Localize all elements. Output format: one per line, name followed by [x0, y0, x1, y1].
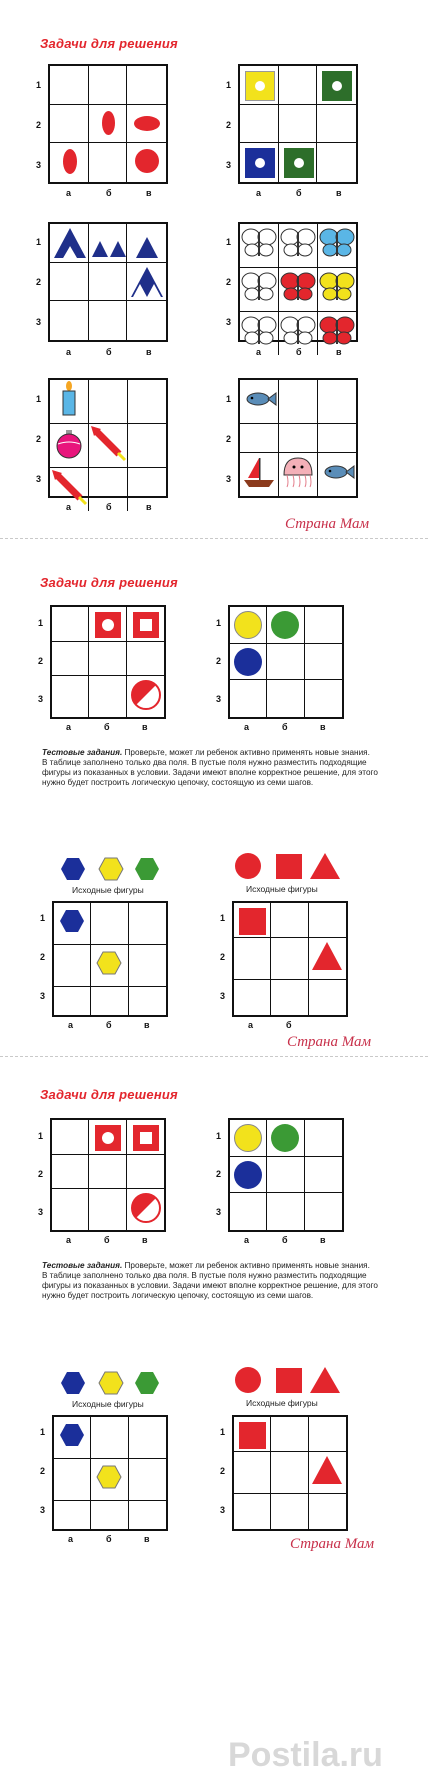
red-triangle	[309, 938, 345, 974]
grid-cell[interactable]	[50, 301, 89, 340]
grid-cell[interactable]	[279, 268, 318, 312]
row-label: 2	[226, 434, 232, 444]
row-label: 3	[40, 991, 46, 1001]
row-label: 1	[36, 80, 42, 90]
row-label: 1	[220, 913, 226, 923]
grid-cell[interactable]	[230, 1193, 267, 1230]
watermark: Страна Мам	[287, 1034, 372, 1050]
divider	[0, 538, 428, 539]
butterfly-icon	[318, 312, 356, 350]
grid-cell[interactable]	[52, 676, 89, 717]
source-figures-caption: Исходные фигуры	[72, 1399, 144, 1409]
row-label: 3	[216, 1207, 222, 1217]
col-label: а	[244, 1235, 250, 1245]
grid-cell[interactable]	[267, 607, 304, 644]
grid-cell[interactable]	[91, 1459, 128, 1501]
test-lead: Тестовые задания.	[42, 748, 123, 757]
col-label: а	[68, 1534, 74, 1544]
grid-cell[interactable]	[309, 1417, 346, 1452]
grid-cell[interactable]	[89, 143, 128, 182]
row-label: 1	[226, 237, 232, 247]
col-label: а	[66, 188, 72, 198]
grid-cell[interactable]	[89, 105, 128, 144]
row-label: 1	[38, 618, 44, 628]
fish-icon	[240, 380, 278, 418]
row-label: 3	[38, 694, 44, 704]
col-label: в	[144, 1534, 150, 1544]
col-label: в	[320, 722, 326, 732]
col-label: а	[68, 1020, 74, 1030]
grid-cell[interactable]	[54, 1459, 91, 1501]
col-label: б	[296, 188, 302, 198]
col-label: б	[104, 722, 110, 732]
grid-cell[interactable]	[127, 224, 166, 263]
grid-cell[interactable]	[318, 268, 356, 312]
grid-cell[interactable]	[267, 1193, 304, 1230]
red-oval-vertical	[63, 149, 77, 174]
grid-cell[interactable]	[89, 676, 126, 717]
divider	[0, 1056, 428, 1057]
grid-cell[interactable]	[127, 1120, 164, 1155]
row-label: 2	[36, 277, 42, 287]
grid-cell[interactable]	[50, 143, 89, 182]
grid-cell[interactable]	[50, 105, 89, 144]
row-label: 1	[216, 1131, 222, 1141]
rocket-icon	[89, 424, 127, 462]
butterfly-icon	[279, 224, 317, 262]
red-oval-horizontal	[134, 116, 160, 131]
grid-cell[interactable]	[230, 680, 267, 717]
grid-cell[interactable]	[305, 1157, 342, 1194]
page-title: Задачи для решения	[40, 36, 178, 51]
grid-cell[interactable]	[267, 680, 304, 717]
col-label: б	[296, 347, 302, 357]
grid-cell[interactable]	[317, 105, 356, 144]
col-label: б	[106, 1534, 112, 1544]
grid-cell[interactable]	[128, 424, 166, 468]
row-label: 1	[36, 237, 42, 247]
grid-cell[interactable]	[54, 945, 91, 987]
grid-cell[interactable]	[234, 1494, 271, 1529]
red-square-square-hole	[133, 1125, 159, 1151]
grid-cell[interactable]	[234, 1452, 271, 1494]
col-label: в	[144, 1020, 150, 1030]
grid-cell[interactable]	[89, 607, 126, 642]
col-label: а	[256, 347, 262, 357]
grid-cell[interactable]	[50, 224, 89, 263]
grid-cell[interactable]	[309, 903, 346, 938]
puzzle-grid-circles	[228, 605, 344, 719]
grid-cell[interactable]	[240, 380, 279, 424]
grid-cell[interactable]	[305, 1120, 342, 1157]
puzzle-grid-framed-squares	[238, 64, 358, 184]
grid-cell[interactable]	[267, 1120, 304, 1157]
butterfly-icon	[279, 268, 317, 306]
sailboat-icon	[240, 453, 278, 491]
grid-cell[interactable]	[234, 903, 271, 938]
grid-cell[interactable]	[54, 1417, 91, 1459]
grid-cell[interactable]	[91, 903, 128, 945]
grid-cell[interactable]	[240, 453, 279, 496]
row-label: 2	[216, 656, 222, 666]
butterfly-icon	[318, 224, 356, 262]
red-square-circle-hole	[95, 1125, 121, 1151]
grid-cell[interactable]	[54, 903, 91, 945]
grid-cell[interactable]	[91, 945, 128, 987]
postila-logo: Postila.ru	[228, 1736, 383, 1774]
grid-cell[interactable]	[318, 224, 356, 268]
row-label: 3	[38, 1207, 44, 1217]
grid-cell[interactable]	[279, 224, 318, 268]
half-circle-icon	[127, 676, 163, 712]
source-figures-hexagons	[55, 855, 165, 883]
grid-cell[interactable]	[89, 301, 128, 340]
row-label: 2	[226, 120, 232, 130]
source-figures-caption: Исходные фигуры	[246, 884, 318, 894]
col-label: а	[248, 1020, 254, 1030]
red-circle	[135, 149, 159, 173]
green-circle	[271, 611, 299, 639]
puzzle-grid-sea	[238, 378, 358, 498]
grid-cell[interactable]	[271, 1494, 308, 1529]
grid-cell[interactable]	[240, 143, 279, 182]
row-label: 1	[40, 913, 46, 923]
test-lead: Тестовые задания.	[42, 1261, 123, 1270]
grid-cell[interactable]	[127, 1155, 164, 1190]
grid-cell[interactable]	[271, 980, 308, 1015]
grid-cell[interactable]	[230, 1157, 267, 1194]
grid-cell[interactable]	[279, 143, 318, 182]
row-label: 1	[226, 80, 232, 90]
row-label: 3	[40, 1505, 46, 1515]
grid-cell[interactable]	[50, 66, 89, 105]
page-title: Задачи для решения	[40, 1087, 178, 1102]
grid-cell[interactable]	[89, 424, 128, 468]
col-label: в	[320, 1235, 326, 1245]
grid-cell[interactable]	[127, 263, 166, 302]
row-label: 3	[220, 991, 226, 1001]
source-figures-caption: Исходные фигуры	[246, 1398, 318, 1408]
green-circle	[271, 1124, 299, 1152]
grid-cell[interactable]	[234, 980, 271, 1015]
source-figures-hexagons	[55, 1369, 165, 1397]
grid-cell[interactable]	[305, 607, 342, 644]
red-triangle	[309, 1452, 345, 1488]
puzzle-grid-holiday	[48, 378, 168, 498]
col-label: а	[256, 188, 262, 198]
row-label: 3	[36, 474, 42, 484]
grid-cell[interactable]	[89, 224, 128, 263]
grid-cell[interactable]	[91, 1501, 128, 1529]
blue-circle	[234, 648, 262, 676]
grid-cell[interactable]	[305, 1193, 342, 1230]
row-label: 3	[216, 694, 222, 704]
grid-cell[interactable]	[89, 1189, 126, 1230]
candle-icon	[50, 380, 88, 418]
grid-cell[interactable]	[230, 1120, 267, 1157]
source-figures-shapes	[234, 1364, 344, 1396]
grid-cell[interactable]	[54, 1501, 91, 1529]
blue-circle	[234, 1161, 262, 1189]
red-square-circle-hole	[95, 612, 121, 638]
grid-cell[interactable]	[267, 644, 304, 681]
row-label: 3	[36, 317, 42, 327]
test-line-2: В таблице заполнено только два поля. В пустые поля нужно разместить подходящие фигуры из показанных в условии. Задачи имеют вполне корректное решение, для этого нужно будет построить логическую цепочку, состоящую из семи шагов.	[42, 758, 378, 787]
watermark: Страна Мам	[285, 516, 370, 532]
puzzle-grid-butterflies	[238, 222, 358, 342]
red-square	[239, 908, 266, 935]
puzzle-grid-hexagons	[52, 901, 168, 1017]
row-label: 3	[226, 160, 232, 170]
grid-cell[interactable]	[89, 1120, 126, 1155]
grid-cell[interactable]	[317, 66, 356, 105]
row-label: 2	[36, 434, 42, 444]
puzzle-grid-hexagons	[52, 1415, 168, 1531]
grid-cell[interactable]	[240, 105, 279, 144]
grid-cell[interactable]	[309, 1452, 346, 1494]
grid-cell[interactable]	[129, 1417, 166, 1459]
row-label: 3	[36, 160, 42, 170]
row-label: 2	[226, 277, 232, 287]
col-label: а	[66, 722, 72, 732]
grid-cell[interactable]	[127, 301, 166, 340]
row-label: 1	[220, 1427, 226, 1437]
puzzle-grid-triangles	[48, 222, 168, 342]
grid-cell[interactable]	[89, 263, 128, 302]
grid-cell[interactable]	[309, 980, 346, 1015]
grid-cell[interactable]	[129, 903, 166, 945]
blue-hexagon	[54, 1417, 90, 1453]
row-label: 1	[38, 1131, 44, 1141]
col-label: б	[282, 722, 288, 732]
grid-cell[interactable]	[240, 66, 279, 105]
yellow-hexagon	[91, 945, 127, 981]
grid-cell[interactable]	[230, 607, 267, 644]
grid-cell[interactable]	[50, 380, 89, 424]
grid-cell[interactable]	[305, 644, 342, 681]
grid-cell[interactable]	[234, 1417, 271, 1452]
grid-cell[interactable]	[89, 1155, 126, 1190]
col-label: а	[66, 1235, 72, 1245]
col-label: б	[286, 1020, 292, 1030]
grid-cell[interactable]	[129, 1459, 166, 1501]
yellow-hexagon	[91, 1459, 127, 1495]
red-oval-vertical	[102, 111, 115, 135]
grid-cell[interactable]	[89, 66, 128, 105]
col-label: а	[66, 502, 72, 512]
grid-cell[interactable]	[127, 143, 166, 182]
test-line-1: Проверьте, может ли ребенок активно применять новые знания.	[122, 748, 370, 757]
puzzle-grid-squares	[50, 1118, 166, 1232]
row-label: 1	[216, 618, 222, 628]
grid-cell[interactable]	[127, 642, 164, 677]
puzzle-grid-red-shapes	[232, 1415, 348, 1531]
grid-cell[interactable]	[271, 903, 308, 938]
grid-cell[interactable]	[279, 380, 318, 424]
grid-cell[interactable]	[50, 424, 89, 468]
butterfly-icon	[240, 268, 278, 306]
grid-cell[interactable]	[54, 987, 91, 1015]
ornament-ball-icon	[50, 424, 88, 462]
col-label: в	[336, 347, 342, 357]
grid-cell[interactable]	[230, 644, 267, 681]
red-square	[239, 1422, 266, 1449]
rocket-icon	[50, 468, 88, 506]
grid-cell[interactable]	[271, 938, 308, 980]
butterfly-icon	[240, 312, 278, 350]
grid-cell[interactable]	[91, 987, 128, 1015]
grid-cell[interactable]	[52, 1189, 89, 1230]
grid-cell[interactable]	[127, 105, 166, 144]
blue-square-hole	[245, 148, 275, 178]
blue-hexagon	[54, 903, 90, 939]
grid-cell[interactable]	[317, 143, 356, 182]
row-label: 2	[220, 1466, 226, 1476]
grid-cell[interactable]	[89, 380, 128, 424]
grid-cell[interactable]	[52, 642, 89, 677]
row-label: 2	[38, 1169, 44, 1179]
grid-cell[interactable]	[279, 66, 318, 105]
col-label: б	[106, 347, 112, 357]
jellyfish-icon	[279, 453, 317, 491]
grid-cell[interactable]	[52, 1155, 89, 1190]
grid-cell[interactable]	[305, 680, 342, 717]
col-label: б	[106, 188, 112, 198]
row-label: 1	[36, 394, 42, 404]
puzzle-grid-red-shapes	[232, 901, 348, 1017]
grid-cell[interactable]	[318, 453, 356, 496]
row-label: 2	[40, 952, 46, 962]
row-label: 3	[226, 474, 232, 484]
grid-cell[interactable]	[127, 1189, 164, 1230]
row-label: 3	[226, 317, 232, 327]
yellow-circle	[234, 611, 262, 639]
row-label: 2	[36, 120, 42, 130]
grid-cell[interactable]	[309, 1494, 346, 1529]
row-label: 2	[38, 656, 44, 666]
fish-icon	[318, 453, 356, 491]
grid-cell[interactable]	[240, 224, 279, 268]
yellow-square-hole	[245, 71, 275, 101]
grid-cell[interactable]	[52, 607, 89, 642]
grid-cell[interactable]	[127, 676, 164, 717]
col-label: б	[104, 1235, 110, 1245]
grid-cell[interactable]	[267, 1157, 304, 1194]
triangle-group-icon	[128, 264, 166, 302]
row-label: 2	[216, 1169, 222, 1179]
grid-cell[interactable]	[279, 105, 318, 144]
two-triangles-icon	[90, 225, 128, 263]
source-figures-caption: Исходные фигуры	[72, 885, 144, 895]
page-title: Задачи для решения	[40, 575, 178, 590]
grid-cell[interactable]	[271, 1452, 308, 1494]
col-label: в	[146, 188, 152, 198]
grid-cell[interactable]	[240, 268, 279, 312]
source-figures-shapes	[234, 850, 344, 882]
green-square-hole	[322, 71, 352, 101]
grid-cell[interactable]	[89, 642, 126, 677]
test-paragraph	[42, 748, 382, 788]
grid-cell[interactable]	[271, 1417, 308, 1452]
col-label: в	[146, 502, 152, 512]
grid-cell[interactable]	[279, 453, 318, 496]
butterfly-icon	[240, 224, 278, 262]
row-label: 2	[40, 1466, 46, 1476]
row-label: 1	[40, 1427, 46, 1437]
puzzle-grid-ovals	[48, 64, 168, 184]
grid-cell[interactable]	[240, 424, 279, 453]
triangle-icon	[128, 225, 166, 263]
col-label: в	[336, 188, 342, 198]
grid-cell[interactable]	[50, 263, 89, 302]
row-label: 1	[226, 394, 232, 404]
grid-cell[interactable]	[52, 1120, 89, 1155]
col-label: а	[244, 722, 250, 732]
grid-cell[interactable]	[127, 607, 164, 642]
row-label: 3	[220, 1505, 226, 1515]
butterfly-icon	[279, 312, 317, 350]
grid-cell[interactable]	[279, 424, 318, 453]
col-label: в	[142, 722, 148, 732]
puzzle-grid-circles	[228, 1118, 344, 1232]
col-label: в	[142, 1235, 148, 1245]
yellow-circle	[234, 1124, 262, 1152]
grid-cell[interactable]	[318, 424, 356, 453]
watermark: Страна Мам	[290, 1536, 375, 1552]
grid-cell[interactable]	[309, 938, 346, 980]
col-label: б	[106, 1020, 112, 1030]
row-label: 2	[220, 952, 226, 962]
grid-cell[interactable]	[91, 1417, 128, 1459]
col-label: а	[66, 347, 72, 357]
butterfly-icon	[318, 268, 356, 306]
grid-cell[interactable]	[129, 1501, 166, 1529]
triangle-group-icon	[51, 225, 89, 263]
half-circle-icon	[127, 1189, 163, 1225]
puzzle-grid-squares	[50, 605, 166, 719]
grid-cell[interactable]	[127, 66, 166, 105]
grid-cell[interactable]	[318, 380, 356, 424]
grid-cell[interactable]	[128, 380, 166, 424]
red-square-square-hole	[133, 612, 159, 638]
col-label: б	[282, 1235, 288, 1245]
col-label: б	[106, 502, 112, 512]
test-line-2: В таблице заполнено только два поля. В пустые поля нужно разместить подходящие фигуры из показанных в условии. Задачи имеют вполне корректное решение, для этого нужно будет построить логическую цепочку, состоящую из семи шагов.	[42, 1271, 378, 1300]
col-label: в	[146, 347, 152, 357]
test-paragraph	[42, 1261, 382, 1301]
test-line-1: Проверьте, может ли ребенок активно применять новые знания.	[122, 1261, 370, 1270]
grid-cell[interactable]	[129, 987, 166, 1015]
green-square-hole	[284, 148, 314, 178]
grid-cell[interactable]	[234, 938, 271, 980]
grid-cell[interactable]	[129, 945, 166, 987]
